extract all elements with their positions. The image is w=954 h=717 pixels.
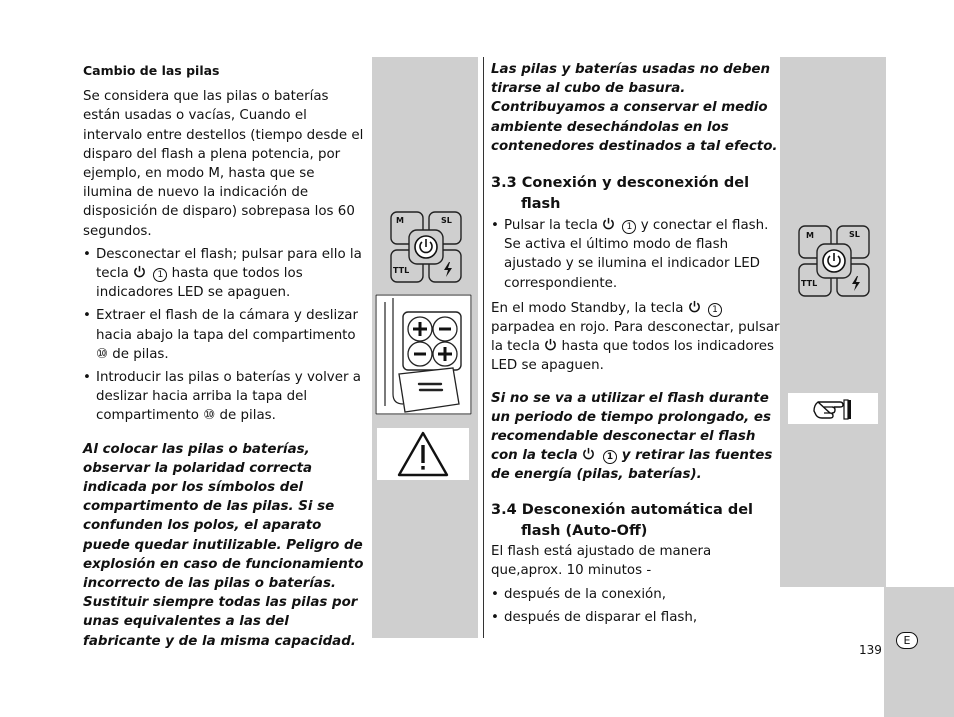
list-item: • Extraer el flash de la cámara y deslizar hacia abajo la tapa del compartimento ⑩ de pilas.	[83, 306, 368, 364]
section-heading-3-3	[491, 173, 781, 215]
column-divider	[483, 57, 484, 638]
section-title-line: flash	[521, 196, 561, 213]
standby-paragraph: En el modo Standby, la tecla 1 parpadea en rojo. Para desconectar, pulsar la tecla hasta que todos los indicadores LED se apaguen.	[491, 300, 780, 374]
power-on-list	[491, 216, 781, 293]
callout-number-1: 1	[708, 303, 722, 317]
instruction-list	[83, 245, 368, 426]
battery-compartment-illustration	[375, 294, 472, 415]
key-label-m: M	[396, 216, 404, 225]
list-item: • Pulsar la tecla 1 y conectar el flash. Se activa el último modo de flash ajustado y se ilumina el indicador LED correspondiente.	[491, 216, 781, 293]
key-label-sl: SL	[441, 216, 452, 225]
tip-illustration	[788, 393, 878, 424]
pointing-hand-icon	[788, 393, 878, 424]
intro-paragraph: Se considera que las pilas o baterías están usadas o vacías, Cuando el intervalo entre destellos (tiempo desde el disparo del flash a plena potencia, por ejemplo, en modo M, hasta que se ilumina de nuevo la indicación de disposición de disparo) sobrepasa los 60 segundos.	[83, 89, 364, 239]
section-title-line: Conexión y desconexión del	[521, 175, 750, 192]
language-badge: E	[896, 632, 918, 649]
list-item: • después de la conexión,	[491, 585, 781, 604]
page-number: 139	[859, 643, 882, 657]
language-tab	[884, 587, 954, 717]
disposal-note: Las pilas y baterías usadas no deben tirarse al cubo de basura. Contribuyamos a conservar el medio ambiente desechándolas en los contenedores destinados a tal efecto.	[491, 62, 778, 154]
flash-keypad-illustration	[797, 224, 871, 298]
long-storage-note: Si no se va a utilizar el flash durante un periodo de tiempo prolongado, es recomendable desconectar el flash con la tecla 1 y retirar las fuentes de energía (pilas, baterías).	[491, 390, 773, 483]
callout-number-1: 1	[153, 268, 167, 282]
warning-triangle-icon	[377, 428, 469, 480]
key-label-sl: SL	[849, 230, 860, 239]
section-title-line: flash (Auto-Off)	[521, 522, 648, 539]
key-label-ttl: TTL	[393, 266, 410, 275]
auto-off-list	[491, 585, 781, 627]
section-heading-battery-change: Cambio de las pilas	[83, 63, 220, 78]
section-heading-3-4	[491, 500, 781, 542]
power-icon	[133, 265, 146, 278]
list-item: • Introducir las pilas o baterías y volver a deslizar hacia arriba la tapa del compartimento ⑩ de pilas.	[83, 368, 368, 426]
list-item: • después de disparar el flash,	[491, 608, 781, 627]
power-icon	[602, 217, 615, 230]
key-label-ttl: TTL	[801, 279, 818, 288]
power-icon	[544, 338, 557, 351]
list-item: • Desconectar el flash; pulsar para ello la tecla 1 hasta que todos los indicadores LED se apaguen.	[83, 245, 368, 303]
battery-warning-text: Al colocar las pilas o baterías, observar la polaridad correcta indicada por los símbolos del compartimento de las pilas. Si se confunden los polos, el aparato puede quedar inutilizable. Peligro de explosión en caso de funcionamiento incorrecto de las pilas o baterías. Sustituir siempre todas las pilas por unas equivalentes a las del fabricante y de la misma capacidad.	[83, 441, 364, 649]
auto-off-paragraph: El flash está ajustado de manera que,aprox. 10 minutos -	[491, 543, 712, 578]
section-number: 3.4	[491, 501, 517, 518]
flash-keypad-illustration	[389, 210, 463, 284]
key-label-m: M	[806, 231, 814, 240]
battery-compartment-icon	[375, 294, 472, 415]
section-title-line: Desconexión automática del	[521, 501, 754, 518]
callout-number-1: 1	[622, 220, 636, 234]
right-margin-band	[780, 57, 886, 587]
callout-number-1: 1	[603, 450, 617, 464]
power-icon	[688, 300, 701, 313]
right-column	[491, 60, 781, 631]
power-icon	[582, 447, 595, 460]
left-column	[83, 61, 368, 651]
warning-illustration	[377, 428, 469, 480]
section-number: 3.3	[491, 175, 517, 192]
